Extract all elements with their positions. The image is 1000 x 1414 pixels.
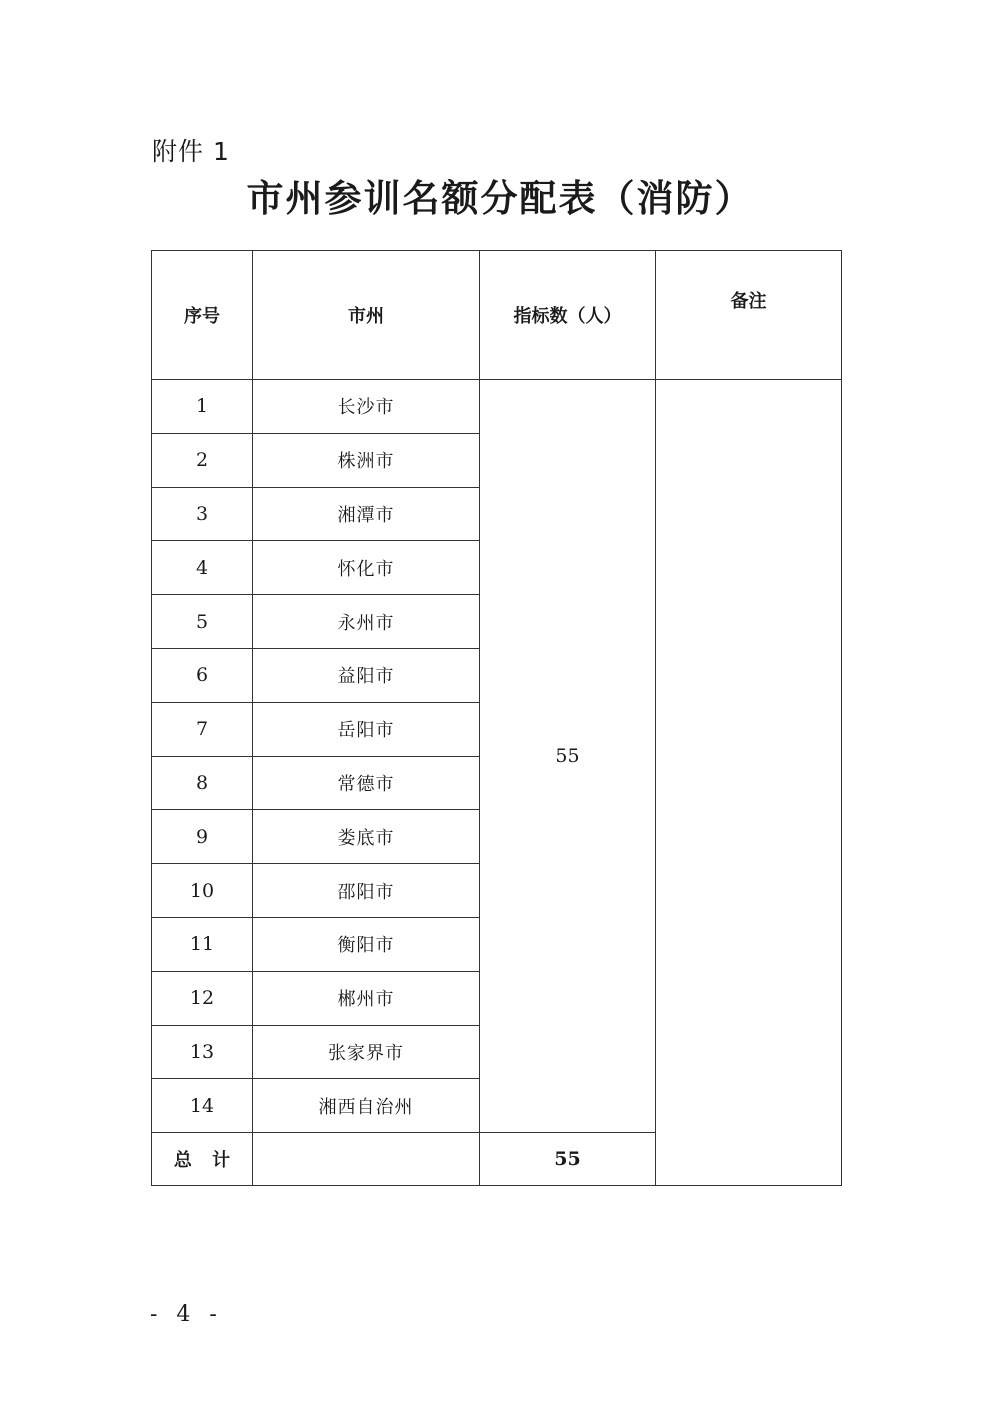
header-city: 市州 — [253, 251, 480, 380]
table-row — [152, 380, 842, 434]
attachment-label: 附件 1 — [152, 137, 230, 166]
row-index: 12 — [152, 971, 253, 1025]
row-city: 娄底市 — [253, 810, 480, 864]
row-index: 6 — [152, 648, 253, 702]
header-remark: 备注 — [656, 251, 842, 380]
row-city: 衡阳市 — [253, 917, 480, 971]
header-index: 序号 — [152, 251, 253, 380]
row-city: 张家界市 — [253, 1025, 480, 1079]
row-city: 湘潭市 — [253, 487, 480, 541]
row-index: 14 — [152, 1079, 253, 1133]
document-title: 市州参训名额分配表（消防） — [246, 177, 754, 220]
row-index: 8 — [152, 756, 253, 810]
remark-cell — [656, 380, 842, 1186]
row-index: 10 — [152, 864, 253, 918]
row-city: 益阳市 — [253, 648, 480, 702]
row-city: 常德市 — [253, 756, 480, 810]
row-city: 邵阳市 — [253, 864, 480, 918]
table-header-row — [152, 251, 842, 380]
header-quota: 指标数（人） — [480, 251, 656, 380]
row-index: 9 — [152, 810, 253, 864]
row-city: 株洲市 — [253, 433, 480, 487]
quota-table — [151, 250, 842, 1186]
row-city: 岳阳市 — [253, 702, 480, 756]
row-index: 1 — [152, 380, 253, 434]
row-index: 13 — [152, 1025, 253, 1079]
row-index: 11 — [152, 917, 253, 971]
row-index: 2 — [152, 433, 253, 487]
row-city: 郴州市 — [253, 971, 480, 1025]
total-label: 总 计 — [152, 1133, 253, 1186]
total-quota: 55 — [480, 1133, 656, 1186]
row-index: 7 — [152, 702, 253, 756]
row-index: 3 — [152, 487, 253, 541]
row-index: 4 — [152, 541, 253, 595]
row-city: 怀化市 — [253, 541, 480, 595]
row-city: 长沙市 — [253, 380, 480, 434]
row-city: 湘西自治州 — [253, 1079, 480, 1133]
total-city — [253, 1133, 480, 1186]
merged-quota-cell: 55 — [480, 380, 656, 1133]
row-index: 5 — [152, 595, 253, 649]
page-number: - 4 - — [150, 1302, 223, 1327]
row-city: 永州市 — [253, 595, 480, 649]
